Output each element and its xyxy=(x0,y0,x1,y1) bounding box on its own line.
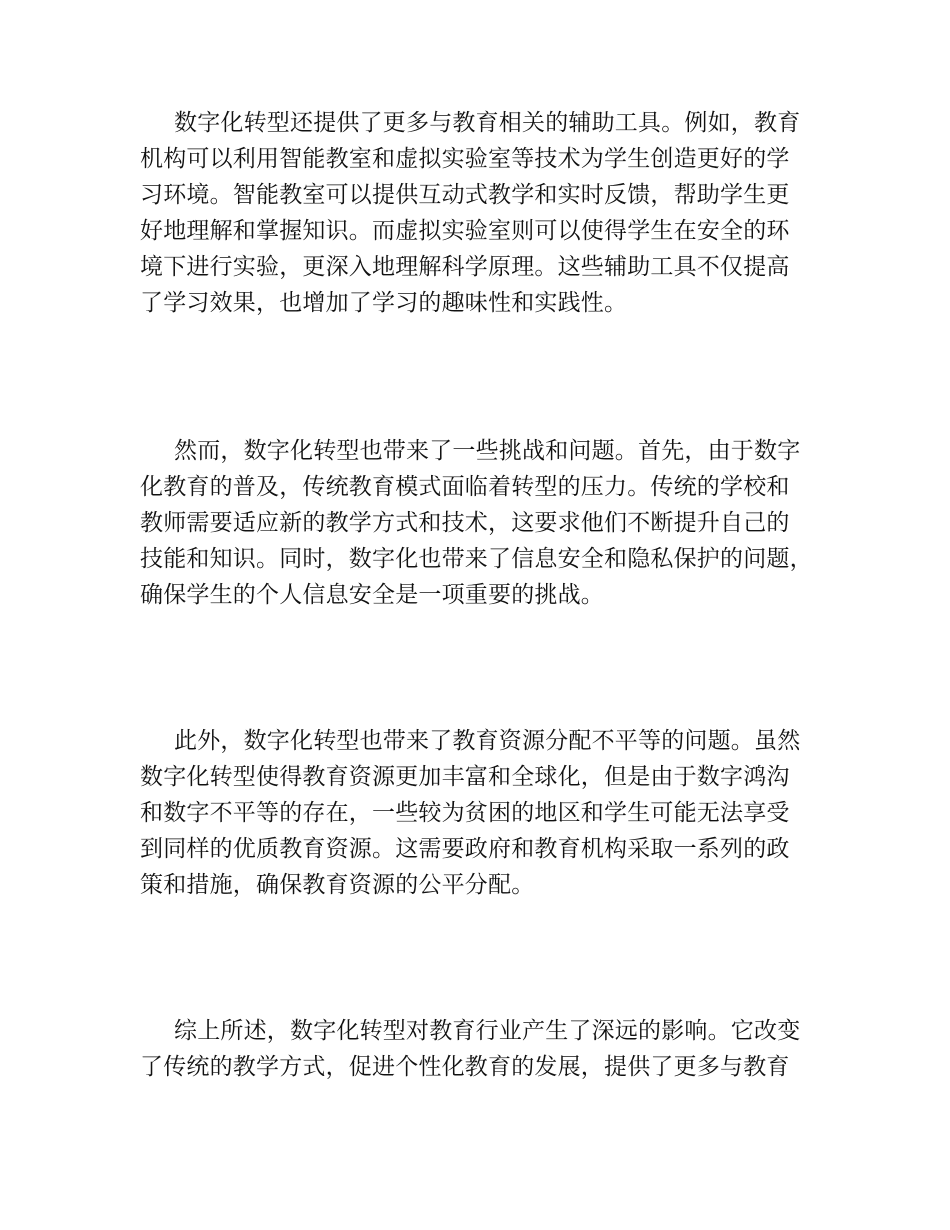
paragraph-summary xyxy=(140,1013,830,1085)
text-line: 策和措施，确保教育资源的公平分配。 xyxy=(140,872,535,898)
paragraph-digital-tools xyxy=(140,105,830,321)
text-line: 确保学生的个人信息安全是一项重要的挑战。 xyxy=(140,582,604,608)
text-line: 技能和知识。同时，数字化也带来了信息安全和隐私保护的问题， xyxy=(140,546,813,572)
text-line: 了传统的教学方式，促进个性化教育的发展，提供了更多与教育 xyxy=(140,1054,790,1080)
paragraph-challenges xyxy=(140,433,830,613)
text-line: 数字化转型还提供了更多与教育相关的辅助工具。例如，教育 xyxy=(174,110,801,136)
text-line: 习环境。智能教室可以提供互动式教学和实时反馈，帮助学生更 xyxy=(140,182,790,208)
text-line: 教师需要适应新的教学方式和技术，这要求他们不断提升自己的 xyxy=(140,510,790,536)
text-line: 了学习效果，也增加了学习的趣味性和实践性。 xyxy=(140,290,628,316)
text-line: 综上所述，数字化转型对教育行业产生了深远的影响。它改变 xyxy=(174,1018,801,1044)
text-line: 此外，数字化转型也带来了教育资源分配不平等的问题。虽然 xyxy=(174,728,801,754)
paragraph-inequality xyxy=(140,723,830,903)
text-line: 然而，数字化转型也带来了一些挑战和问题。首先，由于数字 xyxy=(174,438,801,464)
text-line: 好地理解和掌握知识。而虚拟实验室则可以使得学生在安全的环 xyxy=(140,218,790,244)
text-line: 化教育的普及，传统教育模式面临着转型的压力。传统的学校和 xyxy=(140,474,790,500)
text-line: 数字化转型使得教育资源更加丰富和全球化，但是由于数字鸿沟 xyxy=(140,764,790,790)
text-line: 机构可以利用智能教室和虚拟实验室等技术为学生创造更好的学 xyxy=(140,146,790,172)
text-line: 到同样的优质教育资源。这需要政府和教育机构采取一系列的政 xyxy=(140,836,790,862)
text-line: 和数字不平等的存在，一些较为贫困的地区和学生可能无法享受 xyxy=(140,800,790,826)
text-line: 境下进行实验，更深入地理解科学原理。这些辅助工具不仅提高 xyxy=(140,254,790,280)
